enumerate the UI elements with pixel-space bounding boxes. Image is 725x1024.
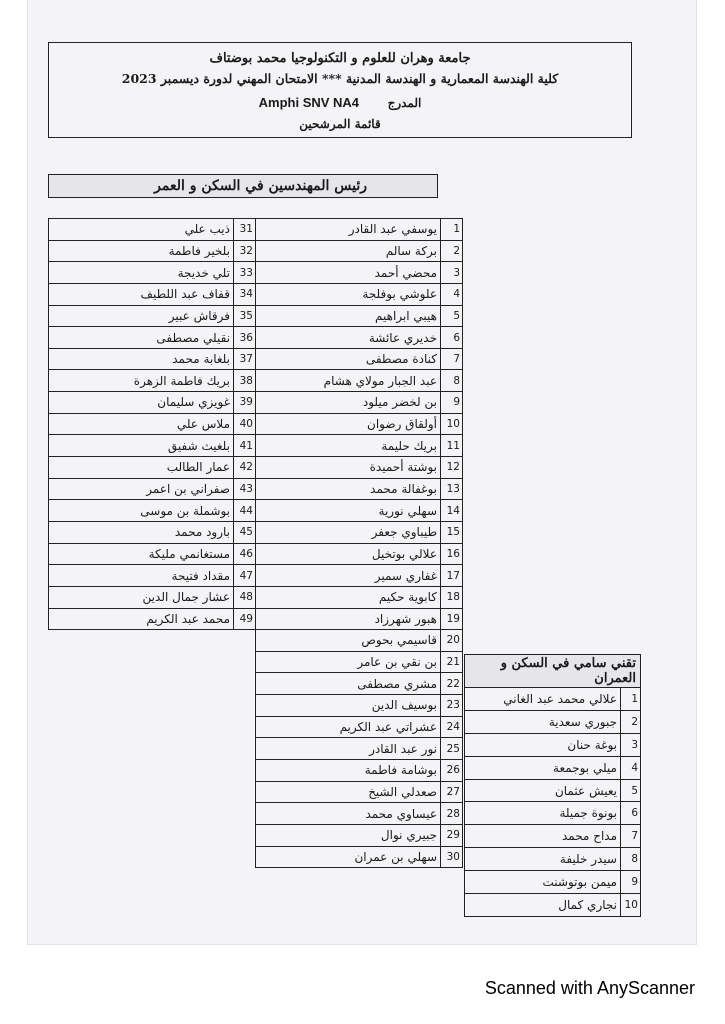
candidate-name: محضي أحمد bbox=[256, 262, 441, 284]
candidate-number: 41 bbox=[234, 435, 256, 457]
candidate-number: 24 bbox=[441, 716, 463, 738]
candidate-name: عمار الطالب bbox=[49, 457, 234, 479]
table-row bbox=[49, 435, 463, 457]
candidate-name: محمد عبد الكريم bbox=[49, 608, 234, 630]
candidate-number: 39 bbox=[234, 392, 256, 414]
candidate-name: مشري مصطفى bbox=[256, 673, 441, 695]
candidate-number: 34 bbox=[234, 283, 256, 305]
candidate-name: سهلي بن عمران bbox=[256, 846, 441, 868]
candidate-name: علالي بوتخيل bbox=[256, 543, 441, 565]
candidate-number: 43 bbox=[234, 478, 256, 500]
table-row bbox=[49, 521, 463, 543]
candidate-number: 6 bbox=[621, 802, 641, 825]
candidate-number: 21 bbox=[441, 651, 463, 673]
candidate-name: بن لخضر ميلود bbox=[256, 392, 441, 414]
candidates-table-senior-technicians bbox=[464, 654, 641, 917]
candidate-number: 5 bbox=[441, 305, 463, 327]
candidate-number: 6 bbox=[441, 327, 463, 349]
candidate-name: تلي خديجة bbox=[49, 262, 234, 284]
candidate-name: جبوري سعدية bbox=[465, 710, 621, 733]
candidate-name: عبد الجبار مولاي هشام bbox=[256, 370, 441, 392]
candidate-number: 5 bbox=[621, 779, 641, 802]
table-row bbox=[49, 673, 463, 695]
table-row bbox=[465, 779, 641, 802]
candidate-name: بوشامة فاطمة bbox=[256, 760, 441, 782]
candidate-name: نجاري كمال bbox=[465, 894, 621, 917]
candidate-number: 16 bbox=[441, 543, 463, 565]
candidate-number: 36 bbox=[234, 327, 256, 349]
candidate-name: ميلي بوجمعة bbox=[465, 756, 621, 779]
candidate-number: 4 bbox=[621, 756, 641, 779]
candidate-name: علوشي بوفلجة bbox=[256, 283, 441, 305]
candidate-name: سهلي نورية bbox=[256, 500, 441, 522]
candidate-name: فرقاش عبير bbox=[49, 305, 234, 327]
table-row bbox=[49, 327, 463, 349]
candidate-number: 2 bbox=[621, 710, 641, 733]
candidate-number: 28 bbox=[441, 803, 463, 825]
candidate-number: 12 bbox=[441, 457, 463, 479]
candidate-name: قفاف عبد اللطيف bbox=[49, 283, 234, 305]
candidate-number: 7 bbox=[621, 825, 641, 848]
candidate-name: عشار جمال الدين bbox=[49, 586, 234, 608]
empty-cell bbox=[49, 738, 256, 760]
section-title-chief-engineers: رئيس المهندسين في السكن و العمر bbox=[48, 174, 438, 198]
empty-cell bbox=[49, 651, 256, 673]
candidate-name: مقداد فتيحة bbox=[49, 565, 234, 587]
candidate-name: بارود محمد bbox=[49, 521, 234, 543]
candidate-number: 44 bbox=[234, 500, 256, 522]
candidate-name: أولقاق رضوان bbox=[256, 413, 441, 435]
table-row bbox=[49, 608, 463, 630]
candidate-number: 32 bbox=[234, 240, 256, 262]
candidate-number: 13 bbox=[441, 478, 463, 500]
venue-code: Amphi SNV NA4 bbox=[258, 95, 360, 110]
table-row bbox=[465, 871, 641, 894]
candidate-number: 11 bbox=[441, 435, 463, 457]
candidate-name: عشراتي عبد الكريم bbox=[256, 716, 441, 738]
candidate-name: بريك فاطمة الزهرة bbox=[49, 370, 234, 392]
candidate-name: نقيلي مصطفى bbox=[49, 327, 234, 349]
empty-cell bbox=[49, 673, 256, 695]
candidate-name: يوسفي عبد القادر bbox=[256, 219, 441, 241]
candidate-name: بوغة حنان bbox=[465, 733, 621, 756]
candidate-number: 35 bbox=[234, 305, 256, 327]
table-row bbox=[49, 781, 463, 803]
candidate-name: غفاري سمير bbox=[256, 565, 441, 587]
candidate-number: 9 bbox=[441, 392, 463, 414]
empty-cell bbox=[49, 803, 256, 825]
candidate-number: 4 bbox=[441, 283, 463, 305]
candidate-number: 48 bbox=[234, 586, 256, 608]
candidate-number: 3 bbox=[621, 733, 641, 756]
candidate-name: صفراني بن اعمر bbox=[49, 478, 234, 500]
candidate-number: 14 bbox=[441, 500, 463, 522]
table-row bbox=[49, 716, 463, 738]
candidate-number: 7 bbox=[441, 348, 463, 370]
candidate-name: مستغانمي مليكة bbox=[49, 543, 234, 565]
candidate-name: نور عبد القادر bbox=[256, 738, 441, 760]
candidate-number: 8 bbox=[441, 370, 463, 392]
table-row bbox=[49, 305, 463, 327]
section-title-senior-technicians: تقني سامي في السكن و العمران bbox=[465, 655, 641, 688]
table-row bbox=[465, 825, 641, 848]
candidate-name: مداح محمد bbox=[465, 825, 621, 848]
table-row bbox=[49, 370, 463, 392]
candidate-number: 1 bbox=[441, 219, 463, 241]
table-row bbox=[49, 543, 463, 565]
table-row bbox=[49, 457, 463, 479]
candidate-name: غويزي سليمان bbox=[49, 392, 234, 414]
candidate-number: 19 bbox=[441, 608, 463, 630]
table-row bbox=[465, 894, 641, 917]
candidate-name: طيباوي جعفر bbox=[256, 521, 441, 543]
candidate-number: 33 bbox=[234, 262, 256, 284]
candidate-name: بوغفالة محمد bbox=[256, 478, 441, 500]
candidate-name: ميمن بوتوشنت bbox=[465, 871, 621, 894]
table-row bbox=[49, 738, 463, 760]
candidate-name: بن نقي بن عامر bbox=[256, 651, 441, 673]
candidate-name: هيبي ابراهيم bbox=[256, 305, 441, 327]
table-row bbox=[49, 413, 463, 435]
candidate-number: 45 bbox=[234, 521, 256, 543]
table-row bbox=[49, 478, 463, 500]
table-row bbox=[465, 802, 641, 825]
table-row bbox=[49, 219, 463, 241]
candidate-number: 1 bbox=[621, 688, 641, 711]
empty-cell bbox=[49, 630, 256, 652]
candidate-number: 40 bbox=[234, 413, 256, 435]
candidate-number: 46 bbox=[234, 543, 256, 565]
candidate-number: 2 bbox=[441, 240, 463, 262]
candidate-name: بونوة جميلة bbox=[465, 802, 621, 825]
empty-cell bbox=[49, 824, 256, 846]
list-caption: قائمة المرشحين bbox=[299, 117, 381, 131]
candidate-name: ذيب علي bbox=[49, 219, 234, 241]
candidate-name: يعيش عثمان bbox=[465, 779, 621, 802]
candidate-number: 23 bbox=[441, 695, 463, 717]
candidate-number: 47 bbox=[234, 565, 256, 587]
table-row bbox=[49, 803, 463, 825]
candidate-number: 17 bbox=[441, 565, 463, 587]
candidate-name: علالي محمد عبد الغاني bbox=[465, 688, 621, 711]
candidate-name: كنادة مصطفى bbox=[256, 348, 441, 370]
venue-line bbox=[49, 95, 631, 111]
candidate-number: 3 bbox=[441, 262, 463, 284]
table-row bbox=[465, 756, 641, 779]
empty-cell bbox=[49, 716, 256, 738]
candidate-number: 20 bbox=[441, 630, 463, 652]
candidate-name: بلخير فاطمة bbox=[49, 240, 234, 262]
table-row bbox=[49, 500, 463, 522]
table-row bbox=[49, 651, 463, 673]
empty-cell bbox=[49, 781, 256, 803]
table-row bbox=[465, 848, 641, 871]
candidate-name: ملاس علي bbox=[49, 413, 234, 435]
table-row bbox=[49, 760, 463, 782]
venue-label: المدرج bbox=[387, 96, 422, 110]
table-row bbox=[465, 688, 641, 711]
table-row bbox=[49, 283, 463, 305]
candidate-name: قاسيمي بحوص bbox=[256, 630, 441, 652]
candidate-name: سيدر خليفة bbox=[465, 848, 621, 871]
empty-cell bbox=[49, 760, 256, 782]
candidate-number: 42 bbox=[234, 457, 256, 479]
candidate-name: بريك حليمة bbox=[256, 435, 441, 457]
table-row bbox=[49, 240, 463, 262]
candidate-number: 29 bbox=[441, 824, 463, 846]
candidate-name: بلغيث شفيق bbox=[49, 435, 234, 457]
table-row bbox=[49, 695, 463, 717]
candidate-name: كابوية حكيم bbox=[256, 586, 441, 608]
candidate-number: 22 bbox=[441, 673, 463, 695]
table-row bbox=[49, 630, 463, 652]
candidates-table-chief-engineers bbox=[48, 218, 463, 868]
candidate-number: 37 bbox=[234, 348, 256, 370]
candidate-number: 9 bbox=[621, 871, 641, 894]
candidate-number: 15 bbox=[441, 521, 463, 543]
candidate-number: 8 bbox=[621, 848, 641, 871]
table-row bbox=[49, 565, 463, 587]
candidate-number: 10 bbox=[621, 894, 641, 917]
table-row bbox=[49, 824, 463, 846]
candidate-name: هبور شهرزاد bbox=[256, 608, 441, 630]
candidate-name: عيساوي محمد bbox=[256, 803, 441, 825]
candidate-name: بركة سالم bbox=[256, 240, 441, 262]
table-row bbox=[49, 846, 463, 868]
empty-cell bbox=[49, 846, 256, 868]
university-name: جامعة وهران للعلوم و التكنولوجيا محمد بوضتاف bbox=[209, 51, 471, 66]
table-row bbox=[465, 710, 641, 733]
candidate-number: 25 bbox=[441, 738, 463, 760]
candidate-name: بوشملة بن موسى bbox=[49, 500, 234, 522]
candidate-name: جبيري نوال bbox=[256, 824, 441, 846]
faculty-exam-line: كلية الهندسة المعمارية و الهندسة المدنية *** الامتحان المهني لدورة ديسمبر 2023 bbox=[121, 71, 559, 86]
candidate-name: بلغابة محمد bbox=[49, 348, 234, 370]
candidate-name: بوسيف الدين bbox=[256, 695, 441, 717]
candidate-number: 26 bbox=[441, 760, 463, 782]
table-row bbox=[49, 348, 463, 370]
candidate-name: خديري عائشة bbox=[256, 327, 441, 349]
candidate-number: 18 bbox=[441, 586, 463, 608]
candidate-number: 31 bbox=[234, 219, 256, 241]
candidate-number: 49 bbox=[234, 608, 256, 630]
table-row bbox=[49, 262, 463, 284]
candidate-name: صعدلي الشيخ bbox=[256, 781, 441, 803]
candidate-number: 38 bbox=[234, 370, 256, 392]
empty-cell bbox=[49, 695, 256, 717]
scanner-watermark: Scanned with AnyScanner bbox=[484, 978, 695, 998]
document-header bbox=[48, 42, 632, 138]
table-row bbox=[49, 586, 463, 608]
candidate-number: 10 bbox=[441, 413, 463, 435]
candidate-number: 27 bbox=[441, 781, 463, 803]
candidate-number: 30 bbox=[441, 846, 463, 868]
table-row bbox=[49, 392, 463, 414]
table-row bbox=[465, 733, 641, 756]
candidate-name: بوشتة أحميدة bbox=[256, 457, 441, 479]
